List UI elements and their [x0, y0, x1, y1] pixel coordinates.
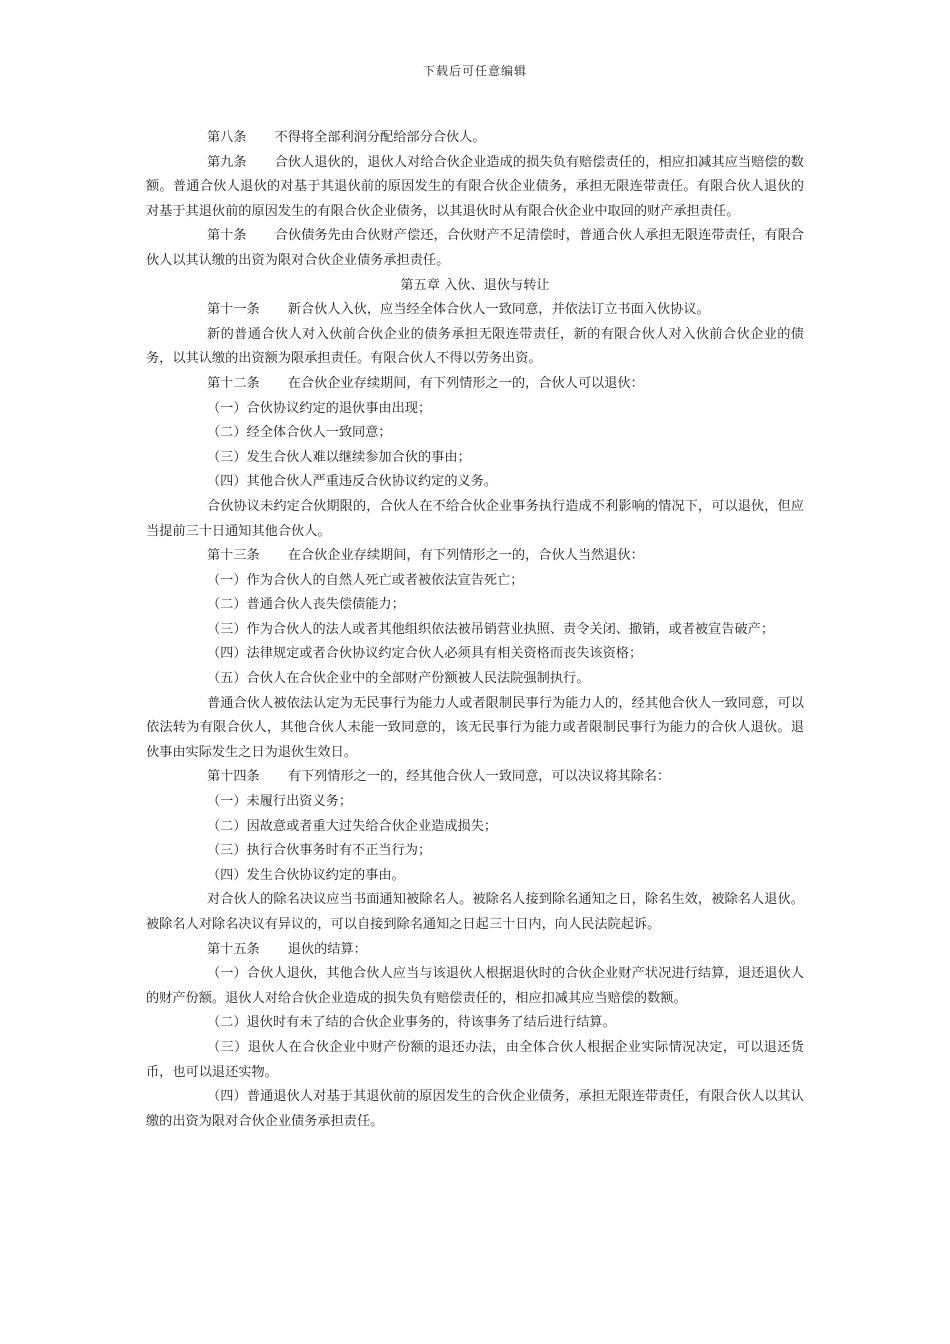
list-item: （一）合伙协议约定的退伙事由出现；	[207, 400, 432, 416]
list-item: （三）作为合伙人的法人或者其他组织依法被吊销营业执照、责令关闭、撤销，或者被宣告破产；	[207, 621, 775, 637]
list-item: （二）退伙时有未了结的合伙企业事务的，待该事务了结后进行结算。	[207, 1015, 616, 1031]
list-item: （四）其他合伙人严重违反合伙协议约定的义务。	[207, 474, 498, 490]
body-paragraph: 普通合伙人被依法认定为无民事行为能力人或者限制民事行为能力人的，经其他合伙人一致同意，可以依法转为有限合伙人，其他合伙人未能一致同意的，该无民事行为能力或者限制民事行为能力的合伙人退伙。退伙事由实际发生之日为退伙生效日。	[146, 695, 804, 760]
article-text: 在合伙企业存续期间，有下列情形之一的，合伙人当然退伙：	[287, 548, 644, 564]
article-paragraph	[146, 372, 804, 397]
article-paragraph	[146, 151, 804, 225]
list-item: （五）合伙人在合伙企业中的全部财产份额被人民法院强制执行。	[207, 671, 590, 687]
list-item: （一）合伙人退伙，其他合伙人应当与该退伙人根据退伙时的合伙企业财产状况进行结算，退还退伙人的财产份额。退伙人对给合伙企业造成的损失负有赔偿责任的，相应扣减其应当赔偿的数额。	[146, 966, 804, 1006]
article-label: 第十一条	[207, 302, 260, 318]
list-item: （三）执行合伙事务时有不正当行为；	[207, 843, 432, 859]
article-label: 第十三条	[207, 548, 260, 564]
article-paragraph	[146, 224, 804, 273]
article-label: 第九条	[207, 154, 247, 170]
body-paragraph: 对合伙人的除名决议应当书面通知被除名人。被除名人接到除名通知之日，除名生效，被除名人退伙。被除名人对除名决议有异议的，可以自接到除名通知之日起三十日内，向人民法院起诉。	[146, 892, 804, 932]
article-text: 合伙人退伙的，退伙人对给合伙企业造成的损失负有赔偿责任的，相应扣减其应当赔偿的数额。普通合伙人退伙的对基于其退伙前的原因发生的有限合伙企业债务，承担无限连带责任。有限合伙人退伙的对基于其退伙前的原因发生的有限合伙企业债务，以其退伙时从有限合伙企业中取回的财产承担责任。	[146, 154, 804, 219]
article-text: 在合伙企业存续期间，有下列情形之一的，合伙人可以退伙：	[287, 375, 644, 391]
article-label: 第十二条	[207, 375, 260, 391]
article-label: 第十五条	[207, 941, 260, 957]
article-text: 不得将全部利润分配给部分合伙人。	[274, 130, 486, 145]
article-paragraph	[146, 126, 804, 151]
list-item: （二）普通合伙人丧失偿债能力；	[207, 597, 405, 613]
document-body	[146, 126, 804, 1134]
page-header: 下载后可任意编辑	[422, 64, 527, 78]
chapter-heading: 第五章 入伙、退伙与转让	[400, 277, 550, 293]
list-item: （三）发生合伙人难以继续参加合伙的事由；	[207, 449, 471, 465]
list-item: （一）未履行出资义务；	[207, 794, 353, 810]
list-item: （四）普通退伙人对基于其退伙前的原因发生的合伙企业债务，承担无限连带责任，有限合伙人以其认缴的出资为限对合伙企业债务承担责任。	[146, 1089, 804, 1129]
body-paragraph: 合伙协议未约定合伙期限的，合伙人在不给合伙企业事务执行造成不利影响的情况下，可以退伙，但应当提前三十日通知其他合伙人。	[146, 498, 804, 539]
article-text: 合伙债务先由合伙财产偿还，合伙财产不足清偿时，普通合伙人承担无限连带责任，有限合伙人以其认缴的出资为限对合伙企业债务承担责任。	[146, 228, 804, 268]
list-item: （四）法律规定或者合伙协议约定合伙人必须具有相关资格而丧失该资格；	[207, 646, 643, 662]
article-label: 第八条	[207, 130, 247, 145]
article-text: 有下列情形之一的，经其他合伙人一致同意，可以决议将其除名：	[287, 769, 671, 785]
article-paragraph	[146, 298, 804, 323]
list-item: （一）作为合伙人的自然人死亡或者被依法宣告死亡；	[207, 572, 524, 588]
article-label: 第十条	[207, 228, 247, 244]
list-item: （二）经全体合伙人一致同意；	[207, 425, 392, 441]
list-item: （四）发生合伙协议约定的事由。	[207, 867, 405, 883]
body-paragraph: 新的普通合伙人对入伙前合伙企业的债务承担无限连带责任，新的有限合伙人对入伙前合伙企业的债务，以其认缴的出资额为限承担责任。有限合伙人不得以劳务出资。	[146, 326, 804, 367]
article-paragraph	[146, 544, 804, 569]
article-paragraph	[146, 938, 804, 963]
article-text: 退伙的结算：	[287, 941, 367, 957]
list-item: （三）退伙人在合伙企业中财产份额的退还办法，由全体合伙人根据企业实际情况决定，可以退还货币，也可以退还实物。	[146, 1039, 804, 1080]
list-item: （二）因故意或者重大过失给合伙企业造成损失；	[207, 818, 498, 834]
article-text: 新合伙人入伙，应当经全体合伙人一致同意，并依法订立书面入伙协议。	[287, 302, 710, 318]
article-label: 第十四条	[207, 769, 260, 785]
article-paragraph	[146, 765, 804, 790]
